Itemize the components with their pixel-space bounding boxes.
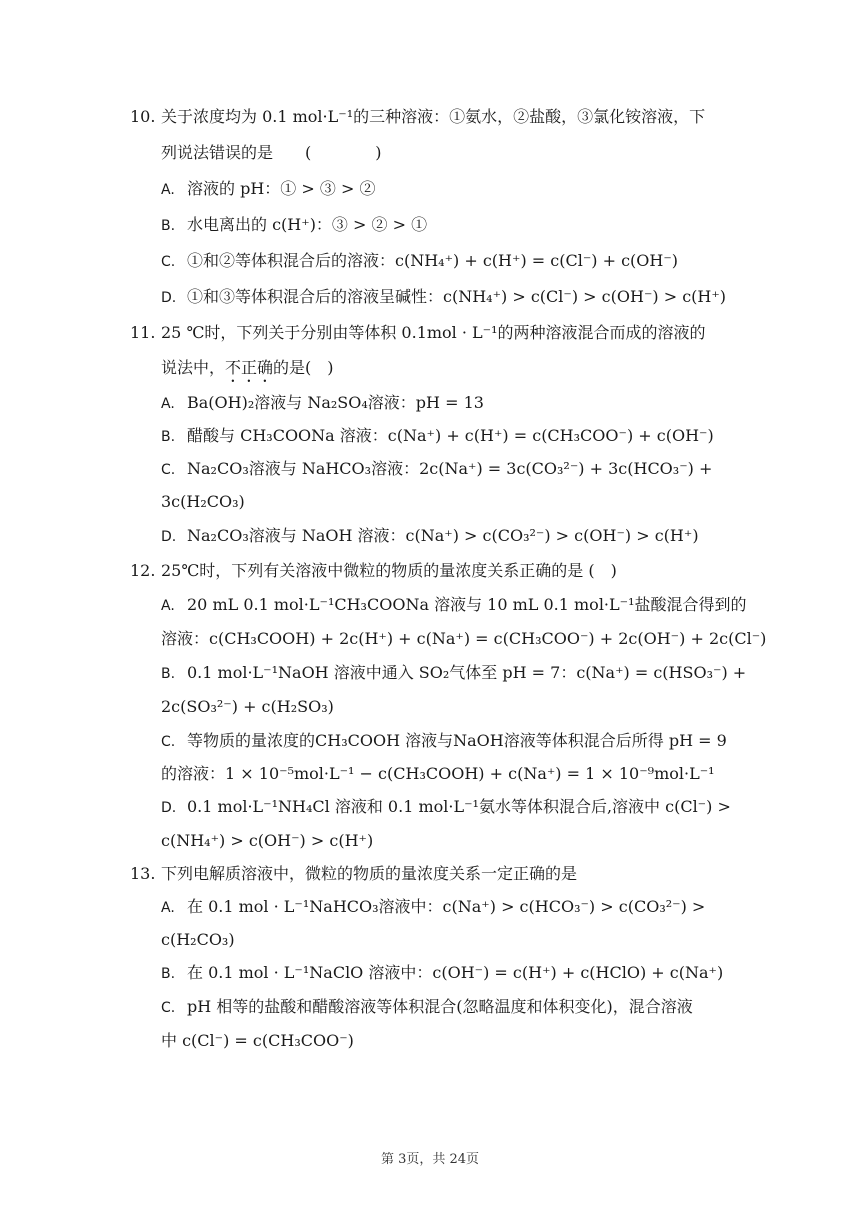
option-label: B. [161, 218, 176, 234]
question-12-option-b-cont: 2c(SO₃²⁻) + c(H₂SO₃) [161, 697, 334, 716]
option-text: 醋酸与 CH₃COONa 溶液：c(Na⁺) + c(H⁺) = c(CH₃COO⁻) + c(OH⁻) [187, 426, 714, 445]
option-text: Ba(OH)₂溶液与 Na₂SO₄溶液：pH = 13 [187, 393, 484, 412]
question-11-option-c [161, 458, 712, 481]
question-10-option-c [161, 250, 678, 273]
option-text: ①和②等体积混合后的溶液：c(NH₄⁺) + c(H⁺) = c(Cl⁻) + c(OH⁻) [187, 251, 679, 270]
question-10-option-b [161, 214, 427, 237]
question-10-option-a [161, 178, 375, 201]
emphasized-text: 不正确 [225, 358, 274, 377]
question-11-option-a [161, 392, 484, 415]
question-12-option-a [161, 594, 747, 617]
question-12-option-b [161, 662, 746, 685]
option-text: ①和③等体积混合后的溶液呈碱性：c(NH₄⁺) > c(Cl⁻) > c(OH⁻) > c(H⁺) [187, 287, 727, 306]
stem-text: 的是( ) [273, 358, 334, 377]
option-label: A. [161, 598, 175, 614]
question-number: 11. [130, 323, 156, 342]
option-text: Na₂CO₃溶液与 NaHCO₃溶液：2c(Na⁺) = 3c(CO₃²⁻) + 3c(HCO₃⁻) + [187, 459, 713, 478]
option-text: Na₂CO₃溶液与 NaOH 溶液：c(Na⁺) > c(CO₃²⁻) > c(OH⁻) > c(H⁺) [187, 526, 699, 545]
option-label: A. [161, 900, 175, 916]
question-number: 12. [130, 561, 156, 580]
stem-text: 说法中， [161, 358, 226, 377]
option-label: D. [161, 290, 177, 306]
question-12-option-d-cont: c(NH₄⁺) > c(OH⁻) > c(H⁺) [161, 831, 374, 850]
question-stem: 下列电解质溶液中，微粒的物质的量浓度关系一定正确的是 [161, 864, 578, 883]
option-label: D. [161, 529, 177, 545]
option-text: 水电离出的 c(H⁺)：③ > ② > ① [187, 215, 428, 234]
option-label: A. [161, 396, 175, 412]
option-label: B. [161, 966, 176, 982]
option-text: 溶液的 pH：① > ③ > ② [187, 179, 376, 198]
option-label: C. [161, 462, 176, 478]
option-label: D. [161, 800, 177, 816]
option-text: 0.1 mol·L⁻¹NaOH 溶液中通入 SO₂气体至 pH = 7：c(Na⁺) = c(HSO₃⁻) + [187, 663, 747, 682]
option-label: C. [161, 734, 176, 750]
question-10-option-d [161, 286, 726, 309]
question-13-option-b [161, 962, 723, 985]
question-11-line-1 [130, 322, 706, 344]
question-stem: 25℃时，下列有关溶液中微粒的物质的量浓度关系正确的是 ( ) [161, 561, 617, 580]
question-13-option-c [161, 996, 693, 1019]
question-11-option-d [161, 525, 699, 548]
option-label: C. [161, 1000, 176, 1016]
question-12-option-c [161, 730, 727, 753]
question-number: 13. [130, 864, 156, 883]
option-label: A. [161, 182, 175, 198]
option-text: pH 相等的盐酸和醋酸溶液等体积混合(忽略温度和体积变化)，混合溶液 [187, 997, 693, 1016]
question-11-option-b [161, 425, 714, 448]
question-11-option-c-cont: 3c(H₂CO₃) [161, 492, 245, 511]
page-footer: 第 3页，共 24页 [380, 1152, 480, 1167]
question-13-line-1 [130, 863, 577, 885]
question-10-line-2: 列说法错误的是 ( ) [161, 143, 382, 162]
option-label: C. [161, 254, 176, 270]
question-stem: 25 ℃时，下列关于分别由等体积 0.1mol · L⁻¹的两种溶液混合而成的溶液的 [161, 323, 706, 342]
question-10-line-1 [130, 106, 705, 128]
option-label: B. [161, 429, 176, 445]
option-text: 在 0.1 mol · L⁻¹NaHCO₃溶液中：c(Na⁺) > c(HCO₃⁻) > c(CO₃²⁻) > [187, 897, 706, 916]
question-12-line-1 [130, 560, 617, 582]
question-12-option-d [161, 796, 731, 819]
question-12-option-c-cont: 的溶液：1 × 10⁻⁵mol·L⁻¹ − c(CH₃COOH) + c(Na⁺) = 1 × 10⁻⁹mol·L⁻¹ [161, 764, 715, 783]
option-text: 等物质的量浓度的CH₃COOH 溶液与NaOH溶液等体积混合后所得 pH = 9 [187, 731, 727, 750]
question-13-option-c-cont: 中 c(Cl⁻) = c(CH₃COO⁻) [161, 1031, 354, 1050]
question-11-line-2 [161, 357, 334, 386]
option-text: 0.1 mol·L⁻¹NH₄Cl 溶液和 0.1 mol·L⁻¹氨水等体积混合后,溶液中 c(Cl⁻) > [187, 797, 731, 816]
question-number: 10. [130, 107, 156, 126]
question-stem: 关于浓度均为 0.1 mol·L⁻¹的三种溶液：①氨水，②盐酸，③氯化铵溶液，下 [161, 107, 706, 126]
option-text: 在 0.1 mol · L⁻¹NaClO 溶液中：c(OH⁻) = c(H⁺) + c(HClO) + c(Na⁺) [187, 963, 724, 982]
question-13-option-a-cont: c(H₂CO₃) [161, 930, 235, 949]
option-label: B. [161, 666, 176, 682]
option-text: 20 mL 0.1 mol·L⁻¹CH₃COONa 溶液与 10 mL 0.1 mol·L⁻¹盐酸混合得到的 [187, 595, 747, 614]
question-12-option-a-cont: 溶液：c(CH₃COOH) + 2c(H⁺) + c(Na⁺) = c(CH₃COO⁻) + 2c(OH⁻) + 2c(Cl⁻) [161, 629, 767, 648]
question-13-option-a [161, 896, 705, 919]
